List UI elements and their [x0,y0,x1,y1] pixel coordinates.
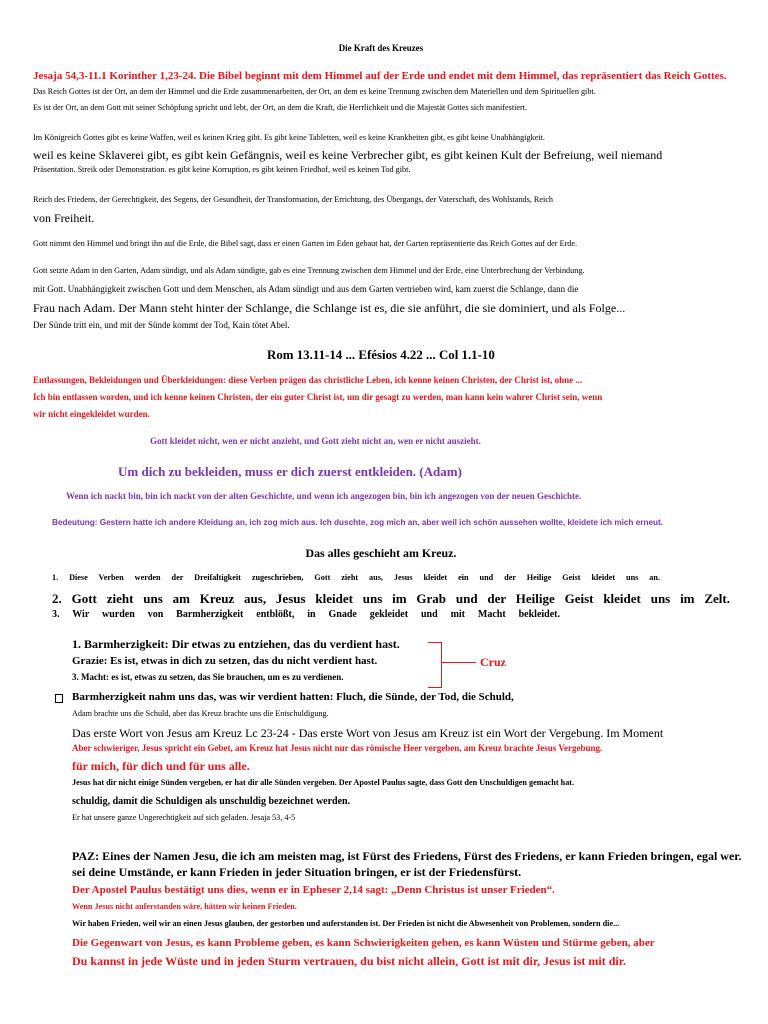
red-text-line: Aber schwieriger, Jesus spricht ein Gebet, am Kreuz hat Jesus nicht nur das römische Heer vergeben, am Kreuz brachte Jesus Vergebung. [72,743,603,753]
bullet-subline: Adam brachte uns die Schuld, aber das Kreuz brachte uns die Entschuldigung. [72,709,329,718]
intro-paragraph-line: Präsentation. Streik oder Demonstration. es gibt keine Korruption, es gibt keinen Friedhof, weil es keinen Tod gibt. [33,165,411,174]
bracket-line [428,642,442,688]
purple-text-line: Gott kleidet nicht, wen er nicht anzieht, und Gott zieht nicht an, wen er nicht auszieht. [150,436,481,446]
numbered-item: 1. Diese Verben werden der Dreifaltigkeit zugeschrieben, Gott zieht aus, Jesus kleidet ein und der Heilige Geist kleidet uns an. [52,573,660,582]
red-text-line: Der Apostel Paulus bestätigt uns dies, wenn er in Epheser 2,14 sagt: „Denn Christus ist unser Frieden“. [72,884,555,896]
word-line: Er hat unsere ganze Ungerechtigkeit auf sich geladen. Jesaja 53, 4-5 [72,813,296,822]
purple-text-line: Um dich zu bekleiden, muss er dich zuerst entkleiden. (Adam) [118,464,462,479]
intro-paragraph-line: Im Königreich Gottes gibt es keine Waffen, weil es keinen Krieg gibt. Es gibt keine Tabletten, weil es keine Krankheiten gibt, es gibt keine Unabhängigkeit. [33,133,545,142]
definition-line: Grazie: Es ist, etwas in dich zu setzen, das du nicht verdient hast. [72,655,378,667]
red-text-line: Die Gegenwart von Jesus, es kann Probleme geben, es kann Schwierigkeiten geben, es kann Wüsten und Stürme geben, aber [72,937,655,949]
intro-paragraph-line: Das Reich Gottes ist der Ort, an dem der Himmel und die Erde zusammenarbeiten, der Ort, an dem es keine Trennung zwischen dem Materiellen und dem Spirituellen gibt. [33,87,596,96]
purple-text-line: Wenn ich nackt bin, bin ich nackt von der alten Geschichte, und wenn ich angezogen bin, bin ich angezogen von der neuen Geschichte. [66,491,582,501]
red-text-line: Wenn Jesus nicht auferstanden wäre, hätten wir keinen Frieden. [72,902,297,911]
black-text-line: Wir haben Frieden, weil wir an einen Jesus glauben, der gestorben und auferstanden ist. Der Frieden ist nicht die Abwesenheit von Problemen, sondern die... [72,919,620,928]
red-text-line: wir nicht eingekleidet wurden. [33,409,150,419]
intro-heading: Jesaja 54,3-11.1 Korinther 1,23-24. Die Bibel beginnt mit dem Himmel auf der Erde und endet mit dem Himmel, das repräsentiert das Reich Gottes. [33,70,727,82]
numbered-item: 3. Wir wurden von Barmherzigkeit entblößt, in Gnade gekleidet und mit Macht bekleidet. [52,609,560,620]
intro-paragraph-line: Es ist der Ort, an dem Gott mit seiner Schöpfung spricht und lebt, der Ort, an dem die Kraft, die Herrlichkeit und die Majestät Gottes sich manifestiert. [33,103,528,112]
red-text-line: Du kannst in jede Wüste und in jeden Sturm vertrauen, du bist nicht allein, Gott ist mit dir, Jesus ist mit dir. [72,954,626,968]
section-heading: Rom 13.11-14 ... Efésios 4.22 ... Col 1.1-10 [267,347,495,362]
intro-paragraph-line: von Freiheit. [33,211,95,225]
cruz-label: Cruz [480,655,506,669]
intro-paragraph-line: Gott nimmt den Himmel und bringt ihn auf die Erde, die Bibel sagt, dass er einen Garten im Eden gebaut hat, der Garten repräsentierte das Reich Gottes auf der Erde. [33,239,578,248]
intro-paragraph-line: Frau nach Adam. Der Mann steht hinter der Schlange, die Schlange ist es, die sie anführt, die sie dominiert, und als Folge... [33,301,626,315]
red-text-line: Entlassungen, Bekleidungen und Überkleidungen: diese Verben prägen das christliche Leben, ich kenne keinen Christen, der Christ ist, ohne ... [33,375,583,385]
checkbox-bullet-icon [55,694,63,703]
intro-paragraph-line: weil es keine Sklaverei gibt, es gibt kein Gefängnis, weil es keine Verbrecher gibt, es gibt keinen Kult der Befreiung, weil niemand [33,148,663,162]
intro-paragraph-line: mit Gott. Unabhängigkeit zwischen Gott und dem Menschen, als Adam sündigt und aus dem Garten vertrieben wird, kam zuerst die Schlange, dann die [33,284,579,294]
intro-paragraph-line: Reich des Friedens, der Gerechtigkeit, des Segens, der Gesundheit, der Transformation, der Errichtung, des Übergangs, der Vaterschaft, des Wohlstands, Reich [33,195,554,204]
word-line: Das erste Wort von Jesus am Kreuz Lc 23-24 - Das erste Wort von Jesus am Kreuz ist ein Wort der Vergebung. Im Moment [72,726,664,740]
intro-paragraph-line: Der Sünde tritt ein, und mit der Sünde kommt der Tod, Kain tötet Abel. [33,320,290,330]
purple-text-line: Bedeutung: Gestern hatte ich andere Kleidung an, ich zog mich aus. Ich duschte, zog mich an, aber weil ich schön aussehen wollte, kleidete ich mich erneut. [52,518,664,527]
numbered-item: 2. Gott zieht uns am Kreuz aus, Jesus kleidet uns im Grab und der Heilige Geist kleidet uns im Zelt. [52,591,730,606]
section-heading: Das alles geschieht am Kreuz. [305,546,457,560]
paz-line: sei deine Umstände, er kann Frieden in jeder Situation bringen, er ist der Friedensfürst. [72,865,522,879]
arrow-line [441,662,476,663]
word-line: schuldig, damit die Schuldigen als unschuldig bezeichnet werden. [72,796,351,807]
page-title: Die Kraft des Kreuzes [338,43,424,53]
definition-line: 3. Macht: es ist, etwas zu setzen, das Sie brauchen, um es zu verdienen. [72,672,344,682]
bullet-line: Barmherzigkeit nahm uns das, was wir verdient hatten: Fluch, die Sünde, der Tod, die Schuld, [72,691,514,703]
red-text-line: für mich, für dich und für uns alle. [72,759,250,773]
paz-line: PAZ: Eines der Namen Jesu, die ich am meisten mag, ist Fürst des Friedens, Fürst des Friedens, er kann Frieden bringen, egal wer. [72,849,742,863]
intro-paragraph-line: Gott setzte Adam in den Garten, Adam sündigt, und als Adam sündigte, gab es eine Trennung zwischen dem Himmel und der Erde, eine Unterbrechung der Verbindung. [33,266,585,275]
red-text-line: Ich bin entlassen worden, und ich kenne keinen Christen, der ein guter Christ ist, um dir gesagt zu werden, man kann kein wahrer Christ sein, wenn [33,392,603,402]
word-line: Jesus hat dir nicht einige Sünden vergeben, er hat dir alle Sünden vergeben. Der Apostel Paulus sagte, dass Gott den Unschuldigen gemacht hat. [72,778,575,787]
definition-line: 1. Barmherzigkeit: Dir etwas zu entziehen, das du verdient hast. [72,637,400,651]
